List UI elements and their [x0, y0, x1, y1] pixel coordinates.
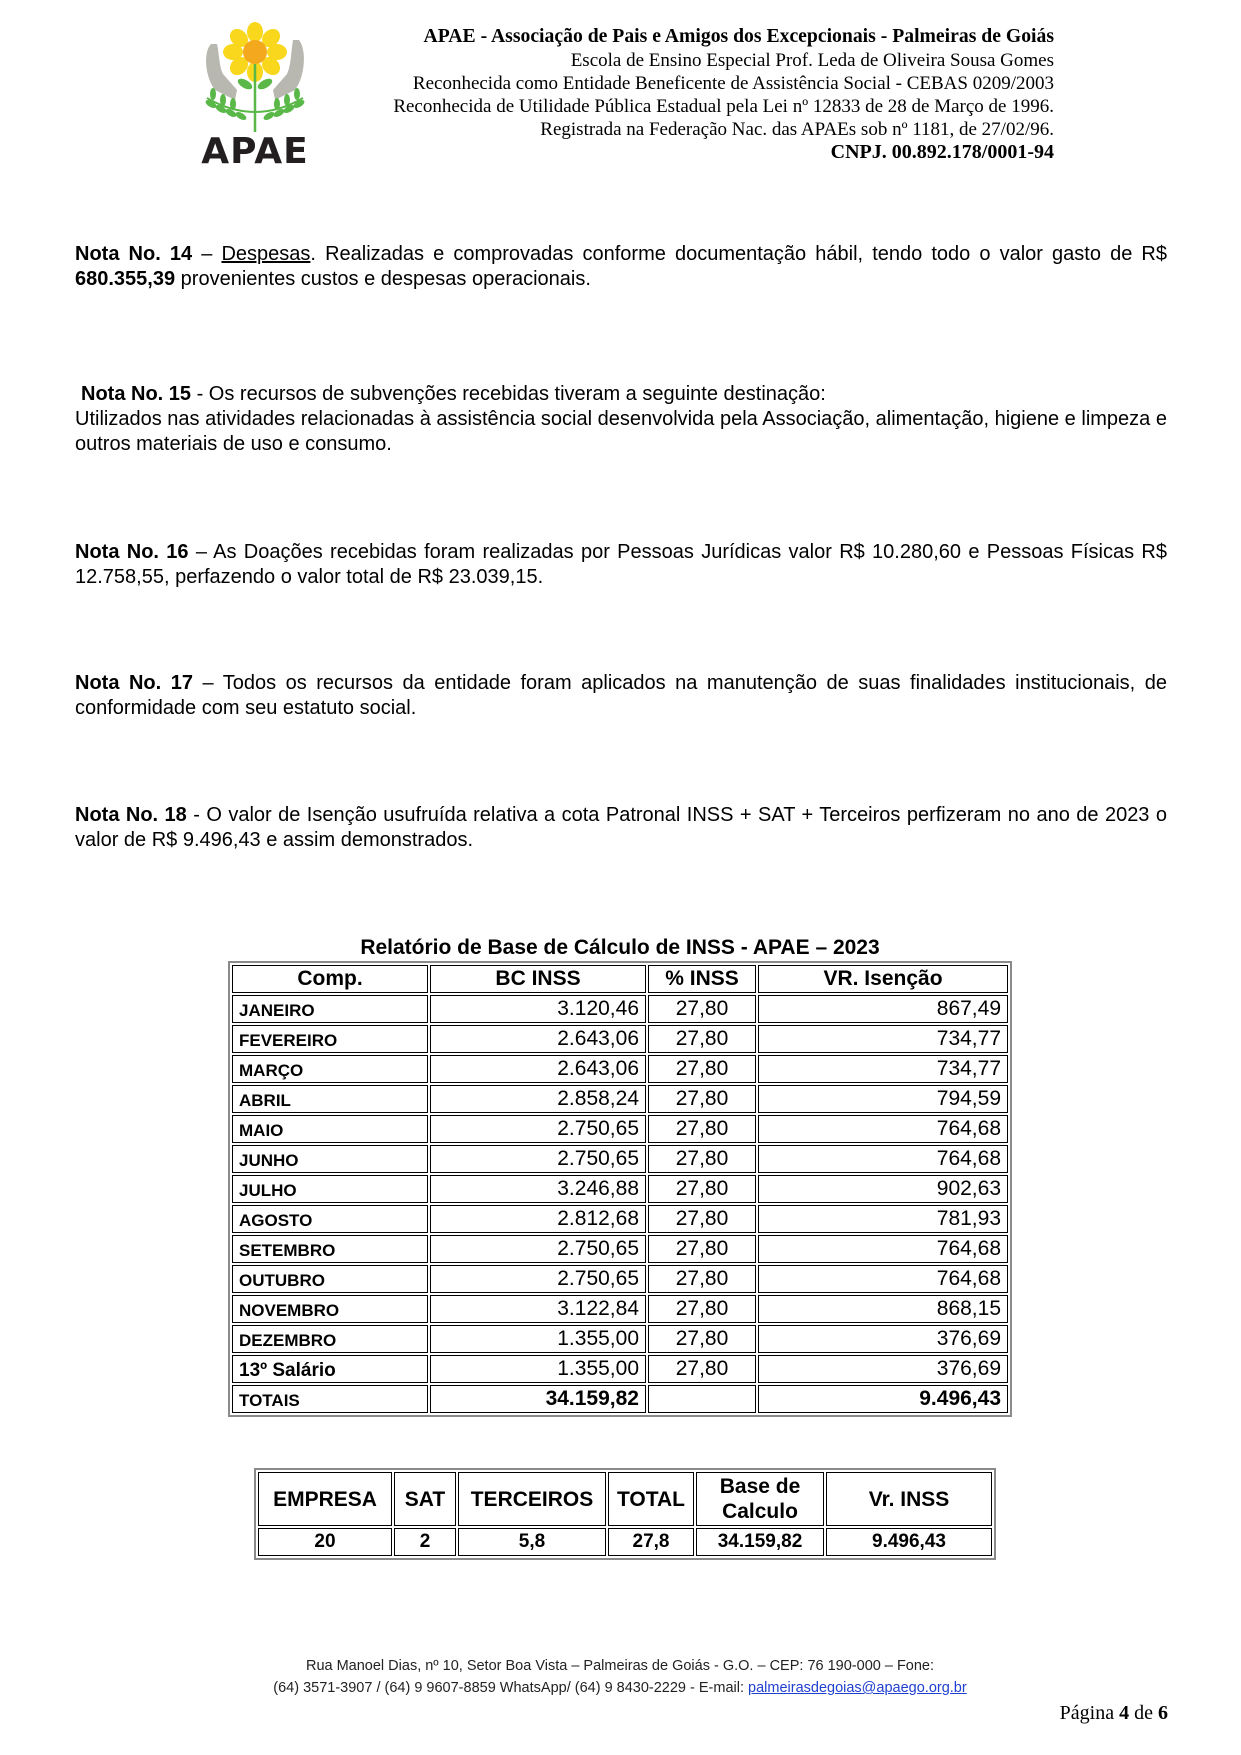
- table-row: AGOSTO 2.812,68 27,80 781,93: [232, 1205, 1008, 1233]
- despesas-heading: Despesas: [221, 243, 311, 265]
- col-total: TOTAL: [608, 1472, 694, 1526]
- nota-18: Nota No. 18 - O valor de Isenção usufruída relativa a cota Patronal INSS + SAT + Terceiros perfizeram no ano de 2023 o valor de R$ 9.496,43 e assim demonstrados.: [75, 804, 1167, 851]
- col-terceiros: TERCEIROS: [458, 1472, 606, 1526]
- nota-18-label: Nota No. 18: [75, 804, 187, 826]
- table-row: JANEIRO 3.120,46 27,80 867,49: [232, 995, 1008, 1023]
- nota-15-body: Utilizados nas atividades relacionadas à assistência social desenvolvida pela Associação, alimentação, higiene e limpeza e outros materiais de uso e consumo.: [75, 408, 1167, 455]
- nota-14-label: Nota No. 14: [75, 243, 193, 265]
- table-row: ABRIL 2.858,24 27,80 794,59: [232, 1085, 1008, 1113]
- table-row: MARÇO 2.643,06 27,80 734,77: [232, 1055, 1008, 1083]
- cebas-line: Reconhecida como Entidade Beneficente de Assistência Social - CEBAS 0209/2003: [412, 73, 1054, 94]
- table-row: 20 2 5,8 27,8 34.159,82 9.496,43: [258, 1528, 992, 1556]
- table-header-row: [258, 1472, 992, 1526]
- col-base-calculo: Base de Calculo: [696, 1472, 824, 1526]
- col-comp: Comp.: [232, 965, 428, 993]
- email-link[interactable]: palmeirasdegoias@apaego.org.br: [748, 1680, 967, 1696]
- organization-name: APAE - Associação de Pais e Amigos dos Excepcionais - Palmeiras de Goiás: [423, 25, 1054, 47]
- letterhead: [330, 24, 1054, 164]
- totals-row: TOTAIS 34.159,82 9.496,43: [232, 1385, 1008, 1413]
- table-row: JUNHO 2.750,65 27,80 764,68: [232, 1145, 1008, 1173]
- table-row: OUTUBRO 2.750,65 27,80 764,68: [232, 1265, 1008, 1293]
- footer-address: [200, 1655, 1040, 1699]
- table-row: FEVEREIRO 2.643,06 27,80 734,77: [232, 1025, 1008, 1053]
- nota-15: Nota No. 15 - Os recursos de subvenções recebidas tiveram a seguinte destinação: Utilizados nas atividades relacionadas à assistência social desenvolvida pela Associação, alimentação, higiene e limpeza e outros materiais de uso e consumo.: [75, 383, 1167, 455]
- inss-base-table: [228, 961, 1012, 1417]
- table-row: NOVEMBRO 3.122,84 27,80 868,15: [232, 1295, 1008, 1323]
- table-row: JULHO 3.246,88 27,80 902,63: [232, 1175, 1008, 1203]
- flower-hands-icon: [193, 22, 317, 132]
- col-empresa: EMPRESA: [258, 1472, 392, 1526]
- col-bc-inss: BC INSS: [430, 965, 646, 993]
- page-number: Página 4 de 6: [1059, 1702, 1168, 1724]
- col-vr-inss: Vr. INSS: [826, 1472, 992, 1526]
- logo-wordmark: APAE: [201, 131, 309, 172]
- inss-rate-summary-table: [254, 1468, 996, 1560]
- col-pct-inss: % INSS: [648, 965, 756, 993]
- nota-14: Nota No. 14 – Despesas. Realizadas e comprovadas conforme documentação hábil, tendo todo o valor gasto de R$ 680.355,39 provenientes custos e despesas operacionais.: [75, 243, 1167, 290]
- table-row: MAIO 2.750,65 27,80 764,68: [232, 1115, 1008, 1143]
- page-total: 6: [1158, 1702, 1168, 1724]
- col-vr-isencao: VR. Isenção: [758, 965, 1008, 993]
- page-current: 4: [1119, 1702, 1130, 1724]
- footer-address-line: Rua Manoel Dias, nº 10, Setor Boa Vista – Palmeiras de Goiás - G.O. – CEP: 76 190-000 – Fone:: [305, 1658, 935, 1674]
- school-name: Escola de Ensino Especial Prof. Leda de Oliveira Sousa Gomes: [570, 50, 1054, 71]
- inss-report-title: Relatório de Base de Cálculo de INSS - APAE – 2023: [360, 936, 880, 959]
- despesas-amount: 680.355,39: [75, 268, 176, 290]
- nota-17: Nota No. 17 – Todos os recursos da entidade foram aplicados na manutenção de suas finalidades institucionais, de conformidade com seu estatuto social.: [75, 672, 1167, 719]
- cnpj: CNPJ. 00.892.178/0001-94: [830, 141, 1054, 163]
- nota-17-label: Nota No. 17: [75, 672, 193, 694]
- col-sat: SAT: [394, 1472, 456, 1526]
- apae-logo: [193, 22, 317, 170]
- public-utility-line: Reconhecida de Utilidade Pública Estadual pela Lei nº 12833 de 28 de Março de 1996.: [393, 96, 1054, 117]
- table-row: DEZEMBRO 1.355,00 27,80 376,69: [232, 1325, 1008, 1353]
- table-row: 13º Salário 1.355,00 27,80 376,69: [232, 1355, 1008, 1383]
- footer-contact-line: (64) 3571-3907 / (64) 9 9607-8859 WhatsApp/ (64) 9 8430-2229 - E-mail:: [273, 1680, 749, 1696]
- nota-16: Nota No. 16 – As Doações recebidas foram realizadas por Pessoas Jurídicas valor R$ 10.280,60 e Pessoas Físicas R$ 12.758,55, perfazendo o valor total de R$ 23.039,15.: [75, 541, 1167, 588]
- nota-15-label: Nota No. 15: [81, 383, 192, 405]
- table-row: SETEMBRO 2.750,65 27,80 764,68: [232, 1235, 1008, 1263]
- federation-registration-line: Registrada na Federação Nac. das APAEs sob nº 1181, de 27/02/96.: [540, 119, 1054, 140]
- table-header-row: [232, 965, 1008, 993]
- nota-16-label: Nota No. 16: [75, 541, 189, 563]
